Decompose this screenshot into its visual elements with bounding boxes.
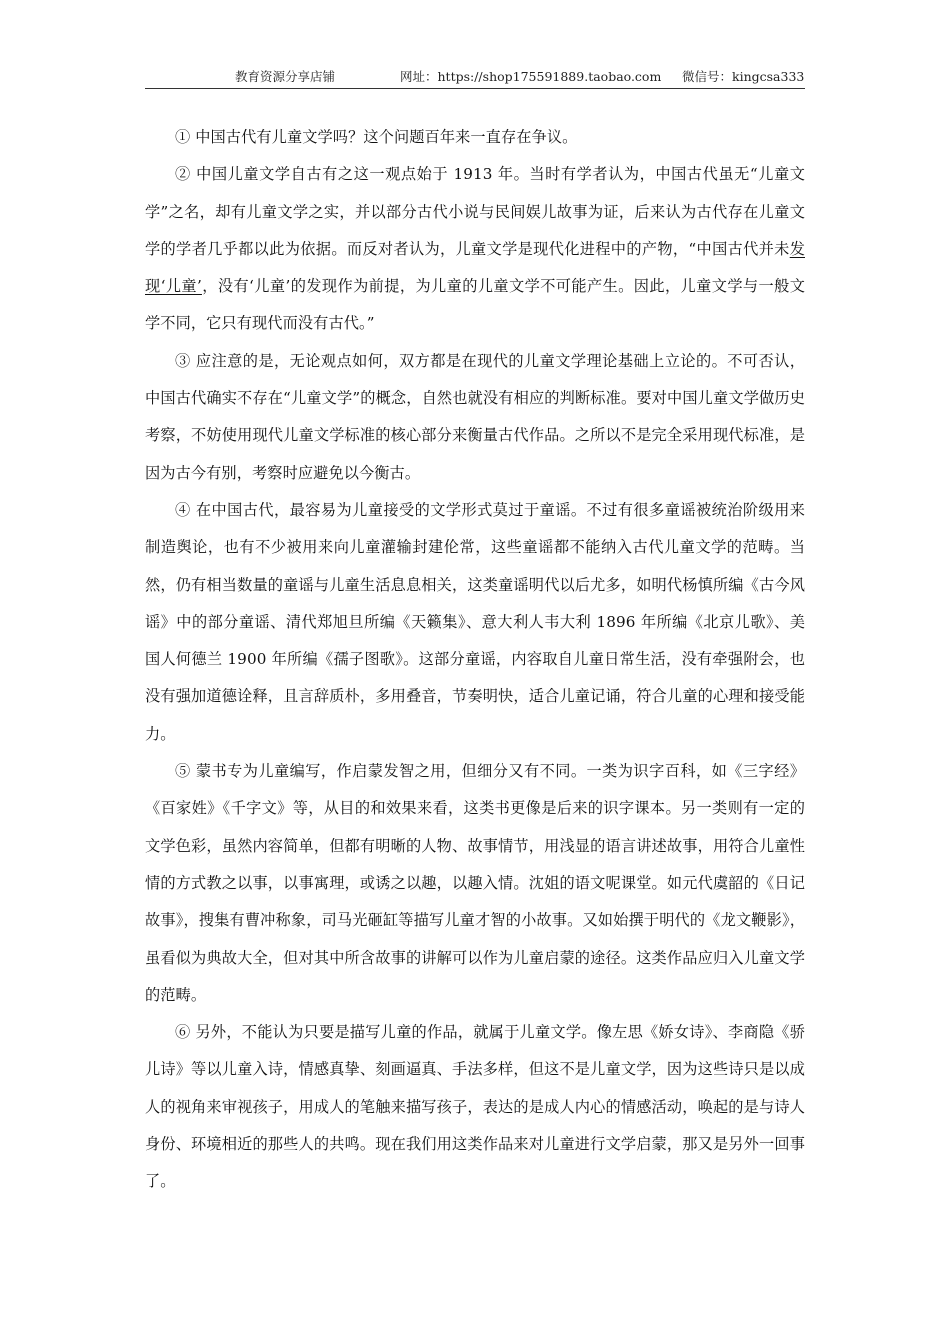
paragraph-3: ③ 应注意的是，无论观点如何，双方都是在现代的儿童文学理论基础上立论的。不可否认，中国古代确实不存在“儿童文学”的概念，自然也就没有相应的判断标准。要对中国儿童文学做历史考察，不妨使用现代儿童文学标准的核心部分来衡量古代作品。之所以不是完全采用现代标准，是因为古今有别，考察时应避免以今衡古。	[145, 351, 805, 482]
paragraph-2	[145, 156, 805, 342]
paragraph-4: ④ 在中国古代，最容易为儿童接受的文学形式莫过于童谣。不过有很多童谣被统治阶级用来制造舆论，也有不少被用来向儿童灌输封建伦常，这些童谣都不能纳入古代儿童文学的范畴。当然，仍有相当数量的童谣与儿童生活息息相关，这类童谣明代以后尤多，如明代杨慎所编《古今风谣》中的部分童谣、清代郑旭旦所编《天籁集》、意大利人韦大利 1896 年所编《北京儿歌》、美国人何德兰 1900 年所编《孺子图歌》。这部分童谣，内容取自儿童日常生活，没有牵强附会，也没有强加道德诠释，且言辞质朴，多用叠音，节奏明快，适合儿童记诵，符合儿童的心理和接受能力。	[145, 500, 805, 743]
page-header	[145, 64, 805, 89]
paragraph-6: ⑥ 另外，不能认为只要是描写儿童的作品，就属于儿童文学。像左思《娇女诗》、李商隐《骄儿诗》等以儿童入诗，情感真挚、刻画逼真、手法多样，但这不是儿童文学，因为这些诗只是以成人的视角来审视孩子，用成人的笔触来描写孩子，表达的是成人内心的情感活动，唤起的是与诗人身份、环境相近的那些人的共鸣。现在我们用这类作品来对儿童进行文学启蒙，那又是另外一回事了。	[145, 1023, 805, 1191]
article-body	[145, 119, 805, 1201]
header-url: 网址：https://shop175591889.taobao.com	[400, 69, 662, 84]
paragraph-5: ⑤ 蒙书专为儿童编写，作启蒙发智之用，但细分又有不同。一类为识字百科，如《三字经》《百家姓》《千字文》等，从目的和效果来看，这类书更像是后来的识字课本。另一类则有一定的文学色彩，虽然内容简单，但都有明晰的人物、故事情节，用浅显的语言讲述故事，用符合儿童性情的方式教之以事，以事寓理，或诱之以趣，以趣入情。沈姐的语文呢课堂。如元代虞韶的《日记故事》，搜集有曹冲称象，司马光砸缸等描写儿童才智的小故事。又如始撰于明代的《龙文鞭影》，虽看似为典故大全，但对其中所含故事的讲解可以作为儿童启蒙的途径。这类作品应归入儿童文学的范畴。	[145, 762, 805, 1004]
paragraph-2-text-before: ② 中国儿童文学自古有之这一观点始于 1913 年。当时有学者认为，中国古代虽无“儿童文学”之名，却有儿童文学之实，并以部分古代小说与民间娱儿故事为证，后来认为古代存在儿童文学的学者几乎都以此为依据。而反对者认为，儿童文学是现代化进程中的产物，“中国古代并未	[145, 165, 805, 258]
paragraph-2-underlined-phrase: 发现‘儿童’	[145, 239, 805, 296]
header-shop-name: 教育资源分享店铺	[235, 69, 336, 84]
paragraph-2-text-after: ，没有‘儿童’的发现作为前提，为儿童的儿童文学不可能产生。因此，儿童文学与一般文学不同，它只有现代而没有古代。”	[145, 277, 806, 333]
header-wechat: 微信号：kingcsa333	[682, 69, 805, 84]
paragraph-1: ① 中国古代有儿童文学吗？这个问题百年来一直存在争议。	[175, 128, 578, 146]
